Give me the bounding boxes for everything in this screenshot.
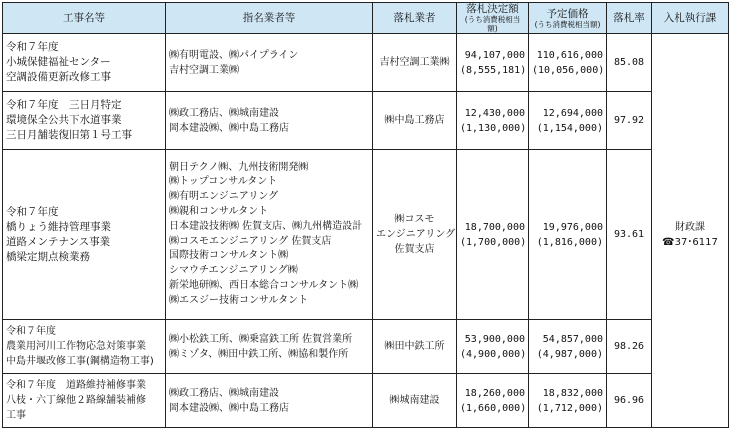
winning-company: ㈱田中鉄工所 xyxy=(373,320,457,374)
header-rate: 落札率 xyxy=(607,3,652,34)
table-row xyxy=(3,320,729,374)
department xyxy=(652,320,729,374)
department xyxy=(652,34,729,92)
header-project: 工事名等 xyxy=(3,3,166,34)
bid-amount: 18,260,000 (1,660,000) xyxy=(457,374,529,428)
planned-price: 19,976,000 (1,816,000) xyxy=(529,150,607,320)
winning-company: ㈱中島工務店 xyxy=(373,92,457,150)
department-name: 財政課 xyxy=(675,221,705,233)
designated-companies: ㈱政工務店、㈱城南建設 岡本建設㈱、㈱中島工務店 xyxy=(166,374,373,428)
department xyxy=(652,150,729,320)
planned-price: 54,857,000 (4,987,000) xyxy=(529,320,607,374)
designated-companies: ㈱政工務店、㈱城南建設 岡本建設㈱、㈱中島工務店 xyxy=(166,92,373,150)
table-row xyxy=(3,150,729,320)
winning-company: ㈱コスモ エンジニアリング 佐賀支店 xyxy=(373,150,457,320)
bid-amount: 18,700,000 (1,700,000) xyxy=(457,150,529,320)
bid-amount: 94,107,000 (8,555,181) xyxy=(457,34,529,92)
bid-amount: 12,430,000 (1,130,000) xyxy=(457,92,529,150)
header-department: 入札執行課 xyxy=(652,3,729,34)
table-header-row xyxy=(3,3,729,34)
department xyxy=(652,92,729,150)
header-planned-price: 予定価格 (うち消費税相当額) xyxy=(529,3,607,34)
winning-company: ㈱城南建設 xyxy=(373,374,457,428)
project-name: 令和７年度 橋りょう維持管理事業 道路メンテナンス事業 橋梁定期点検業務 xyxy=(3,150,166,320)
winning-company: 吉村空調工業㈱ xyxy=(373,34,457,92)
header-bid-amount: 落札決定額 (うち消費税相当額) xyxy=(457,3,529,34)
award-rate: 96.96 xyxy=(607,374,652,428)
designated-companies: 朝日テクノ㈱、九州技術開発㈱ ㈱トップコンサルタント ㈱有明エンジニアリング ㈱親和コンサルタント 日本建設技術㈱ 佐賀支店、㈱九州構造設計 ㈱コスモエンジニアリング 佐賀支店 国際技術コンサルタント㈱ シマウチエンジニアリング㈱ 新栄地研㈱、西日本総合コンサルタント㈱ ㈱エスジー技術コンサルタント xyxy=(166,150,373,320)
bid-results-table xyxy=(2,2,729,428)
award-rate: 98.26 xyxy=(607,320,652,374)
project-name: 令和７年度 農業用河川工作物応急対策事業 中島井堰改修工事(鋼構造物工事) xyxy=(3,320,166,374)
project-name: 令和７年度 道路維持補修事業 八枝・六丁線他２路線舗装補修 工事 xyxy=(3,374,166,428)
header-designated: 指名業者等 xyxy=(166,3,373,34)
designated-companies: ㈱有明電設、㈱パイプライン 吉村空調工業㈱ xyxy=(166,34,373,92)
planned-price: 110,616,000 (10,056,000) xyxy=(529,34,607,92)
department-phone: ☎37･6117 xyxy=(662,236,718,248)
designated-companies: ㈱小松鉄工所、㈱乗富鉄工所 佐賀営業所 ㈱ミゾタ、㈱田中鉄工所、㈱協和製作所 xyxy=(166,320,373,374)
bid-amount: 53,900,000 (4,900,000) xyxy=(457,320,529,374)
planned-price: 18,832,000 (1,712,000) xyxy=(529,374,607,428)
table-row xyxy=(3,34,729,92)
department xyxy=(652,374,729,428)
project-name: 令和７年度 三日月特定 環境保全公共下水道事業 三日月舗装復旧第１号工事 xyxy=(3,92,166,150)
table-row xyxy=(3,92,729,150)
planned-price: 12,694,000 (1,154,000) xyxy=(529,92,607,150)
project-name: 令和７年度 小城保健福祉センター 空調設備更新改修工事 xyxy=(3,34,166,92)
award-rate: 85.08 xyxy=(607,34,652,92)
table-row xyxy=(3,374,729,428)
award-rate: 93.61 xyxy=(607,150,652,320)
award-rate: 97.92 xyxy=(607,92,652,150)
header-winner: 落札業者 xyxy=(373,3,457,34)
